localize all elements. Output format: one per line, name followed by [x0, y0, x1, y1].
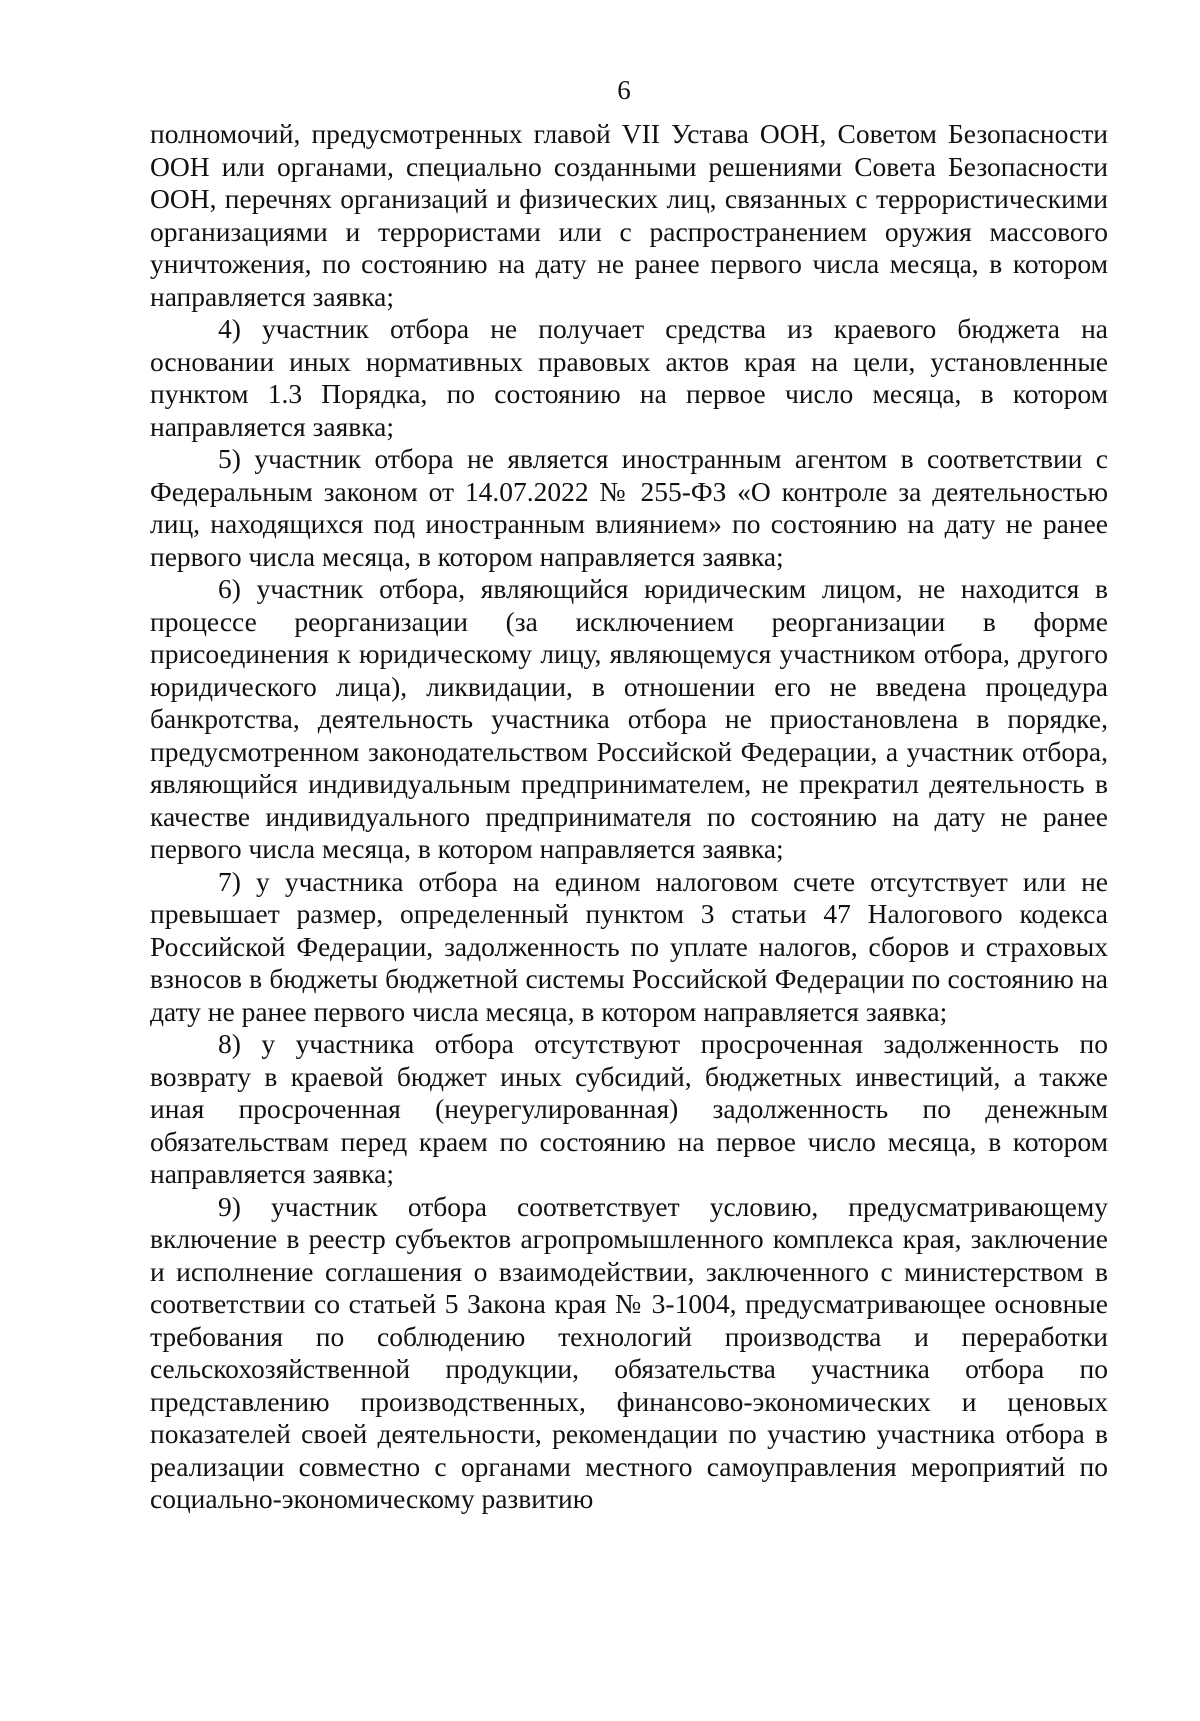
list-item-5 [150, 443, 1108, 573]
paragraph-text: у участника отбора на едином налоговом счете отсутствует или не превышает размер, определенный пунктом 3 статьи 47 Налогового кодекса Российской Федерации, задолженность по уплате налогов, сборов и страховых взносов в бюджеты бюджетной системы Российской Федерации по состоянию на дату не ранее первого числа месяца, в котором направляется заявка; [150, 865, 1108, 1027]
paragraph-text: участник отбора соответствует условию, предусматривающему включение в реестр субъектов агропромышленного комплекса края, заключение и исполнение соглашения о взаимодействии, заключенного с министерством в соответствии со статьей 5 Закона края № 3-1004, предусматривающее основные требования по соблюдению технологий производства и переработки сельскохозяйственной продукции, обязательства участника отбора по представлению производственных, финансово-экономических и ценовых показателей своей деятельности, рекомендации по участию участника отбора в реализации совместно с органами местного самоуправления мероприятий по социально-экономическому развитию [150, 1190, 1108, 1514]
list-item-8 [150, 1028, 1108, 1191]
item-number: 5) [218, 443, 241, 474]
item-number: 4) [218, 313, 241, 344]
paragraph-continuation [150, 118, 1108, 313]
paragraph-text: полномочий, предусмотренных главой VII Устава ООН, Советом Безопасности ООН или органами, специально созданными решениями Совета Безопасности ООН, перечнях организаций и физических лиц, связанных с террористическими организациями и террористами или с распространением оружия массового уничтожения, по состоянию на дату не ранее первого числа месяца, в котором направляется заявка; [150, 118, 1108, 312]
list-item-6 [150, 573, 1108, 866]
item-number: 8) [218, 1028, 241, 1059]
list-item-9 [150, 1191, 1108, 1516]
paragraph-text: у участника отбора отсутствуют просроченная задолженность по возврату в краевой бюджет иных субсидий, бюджетных инвестиций, а также иная просроченная (неурегулированная) задолженность по денежным обязательствам перед краем по состоянию на первое число месяца, в котором направляется заявка; [150, 1028, 1108, 1189]
item-number: 9) [218, 1190, 241, 1222]
list-item-7 [150, 866, 1108, 1029]
paragraph-text: участник отбора не получает средства из краевого бюджета на основании иных нормативных правовых актов края на цели, установленные пунктом 1.3 Порядка, по состоянию на первое число месяца, в котором направляется заявка; [150, 313, 1108, 442]
page-number: 6 [617, 75, 631, 105]
document-body [150, 118, 1108, 1516]
list-item-4 [150, 313, 1108, 443]
item-number: 7) [218, 865, 241, 897]
item-number: 6) [218, 573, 241, 604]
paragraph-text: участник отбора не является иностранным агентом в соответствии с Федеральным законом от 14.07.2022 № 255-ФЗ «О контроле за деятельностью лиц, находящихся под иностранным влиянием» по состоянию на дату не ранее первого числа месяца, в котором направляется заявка; [150, 443, 1108, 572]
paragraph-text: участник отбора, являющийся юридическим лицом, не находится в процессе реорганизации (за исключением реорганизации в форме присоединения к юридическому лицу, являющемуся участником отбора, другого юридического лица), ликвидации, в отношении его не введена процедура банкротства, деятельность участника отбора не приостановлена в порядке, предусмотренном законодательством Российской Федерации, а участник отбора, являющийся индивидуальным предпринимателем, не прекратил деятельность в качестве индивидуального предпринимателя по состоянию на дату не ранее первого числа месяца, в котором направляется заявка; [150, 573, 1108, 864]
